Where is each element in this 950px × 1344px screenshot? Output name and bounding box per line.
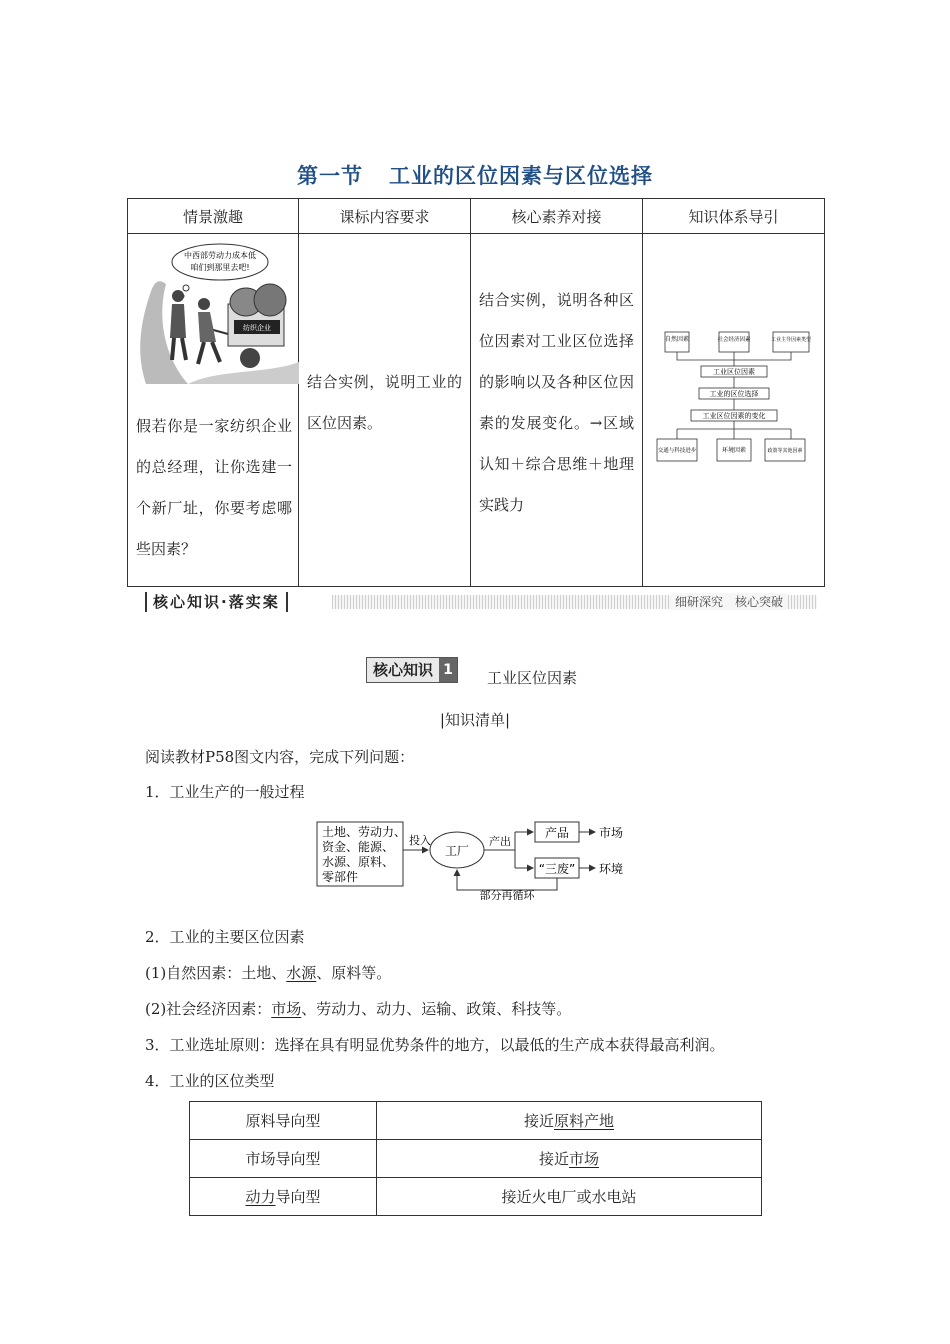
flow-recycle: 部分再循环 bbox=[479, 889, 535, 900]
type-answer: 动力 bbox=[245, 1188, 276, 1206]
type-cell bbox=[190, 1178, 377, 1216]
bubble-line-2: 咱们到那里去吧! bbox=[190, 263, 250, 272]
desc-cell bbox=[377, 1178, 762, 1216]
item-2-1 bbox=[145, 962, 391, 983]
production-flow-diagram bbox=[315, 818, 635, 900]
flow-waste: “三废” bbox=[538, 862, 576, 876]
core-heading: 工业区位因素 bbox=[487, 669, 578, 687]
flow-environment: 环境 bbox=[599, 862, 624, 876]
header-literacy: 核心素养对接 bbox=[471, 199, 643, 234]
intro-text: 阅读教材P58图文内容，完成下列问题： bbox=[145, 748, 415, 766]
flow-market: 市场 bbox=[599, 826, 624, 840]
guide-mid-3: 工业区位因素的变化 bbox=[702, 412, 766, 420]
flow-factory: 工厂 bbox=[444, 844, 470, 858]
cart-label: 纺织企业 bbox=[243, 324, 271, 332]
table-row bbox=[190, 1102, 762, 1140]
item-2-1-post: 、原料等。 bbox=[316, 964, 392, 982]
scenario-text: 假若你是一家纺织企业的总经理，让你选建一个新厂址，你要考虑哪些因素？ bbox=[136, 417, 292, 558]
bubble-line-1: 中西部劳动力成本低 bbox=[184, 251, 256, 260]
guide-top-3: 工业主导因素类型 bbox=[770, 337, 812, 343]
curriculum-text: 结合实例，说明工业的区位因素。 bbox=[307, 373, 462, 432]
desc-answer: 原料产地 bbox=[554, 1112, 615, 1130]
guide-mid-2: 工业的区位选择 bbox=[709, 390, 759, 398]
table-row bbox=[190, 1178, 762, 1216]
flow-product: 产品 bbox=[544, 826, 570, 840]
guide-bot-2: 环境因素 bbox=[721, 447, 747, 454]
section-number: 第一节 bbox=[297, 163, 363, 188]
core-badge-number: 1 bbox=[439, 658, 457, 682]
type-cell bbox=[190, 1102, 377, 1140]
desc-cell bbox=[377, 1140, 762, 1178]
literacy-text: 结合实例，说明各种区位因素对工业区位选择的影响以及各种区位因素的发展变化。→区域认知＋综合思维＋地理实践力 bbox=[479, 291, 634, 514]
core-badge-text: 核心知识 bbox=[367, 658, 439, 682]
type-text: 导向型 bbox=[275, 1188, 321, 1206]
cartoon-illustration bbox=[128, 234, 299, 384]
scenario-cell bbox=[128, 234, 299, 587]
guide-cell bbox=[643, 234, 825, 587]
core-badge bbox=[366, 657, 458, 683]
intro-table bbox=[127, 198, 825, 587]
item-2-1-pre: (1)自然因素：土地、 bbox=[145, 964, 287, 982]
list-label: |知识清单| bbox=[439, 711, 511, 729]
guide-bot-3: 政策等其他因素 bbox=[767, 448, 803, 454]
desc-text: 接近火电厂或水电站 bbox=[501, 1188, 637, 1206]
item-2-1-answer: 水源 bbox=[286, 964, 317, 982]
table-row bbox=[190, 1140, 762, 1178]
item-4: 4．工业的区位类型 bbox=[145, 1072, 275, 1090]
section-title: 工业的区位因素与区位选择 bbox=[389, 163, 653, 188]
header-guide: 知识体系导引 bbox=[643, 199, 825, 234]
item-2-2-post: 、劳动力、动力、运输、政策、科技等。 bbox=[301, 1000, 572, 1018]
list-label-text: 知识清单 bbox=[444, 711, 505, 729]
item-1: 1．工业生产的一般过程 bbox=[145, 783, 305, 801]
desc-answer: 市场 bbox=[569, 1150, 600, 1168]
flow-input-4: 零部件 bbox=[322, 870, 359, 884]
flow-invest: 投入 bbox=[409, 834, 431, 847]
guide-mid-1: 工业区位因素 bbox=[713, 368, 755, 376]
header-curriculum: 课标内容要求 bbox=[299, 199, 471, 234]
item-2-2-pre: (2)社会经济因素： bbox=[145, 1000, 272, 1018]
band-left-label: 核心知识·落实案 bbox=[145, 592, 288, 612]
item-2-2 bbox=[145, 998, 571, 1019]
desc-text: 接近 bbox=[523, 1112, 554, 1130]
header-scenario: 情景激趣 bbox=[128, 199, 299, 234]
desc-cell bbox=[377, 1102, 762, 1140]
guide-bot-1: 交通与科技进步 bbox=[657, 448, 697, 454]
guide-top-1: 自然因素 bbox=[664, 336, 690, 343]
item-3: 3．工业选址原则：选择在具有明显优势条件的地方，以最低的生产成本获得最高利润。 bbox=[145, 1036, 725, 1054]
curriculum-cell bbox=[299, 234, 471, 587]
item-2: 2．工业的主要区位因素 bbox=[145, 928, 305, 946]
cartoon-image bbox=[128, 234, 298, 384]
type-cell bbox=[190, 1140, 377, 1178]
literacy-cell bbox=[471, 234, 643, 587]
knowledge-diagram bbox=[643, 234, 825, 586]
item-2-2-answer: 市场 bbox=[271, 1000, 302, 1018]
guide-top-2: 社会经济因素 bbox=[717, 337, 751, 343]
type-text: 市场导向型 bbox=[245, 1150, 321, 1168]
flow-input-3: 水源、原料、 bbox=[322, 855, 395, 869]
band-right-label: 细研深究 核心突破 bbox=[671, 593, 787, 610]
flow-input-2: 资金、能源、 bbox=[322, 840, 395, 854]
section-band bbox=[127, 592, 817, 612]
flow-input-1: 土地、劳动力、 bbox=[322, 825, 407, 839]
type-text: 原料导向型 bbox=[245, 1112, 321, 1130]
page-title bbox=[0, 160, 950, 190]
flow-output: 产出 bbox=[489, 835, 511, 848]
desc-text: 接近 bbox=[538, 1150, 569, 1168]
location-types-table bbox=[189, 1101, 762, 1216]
